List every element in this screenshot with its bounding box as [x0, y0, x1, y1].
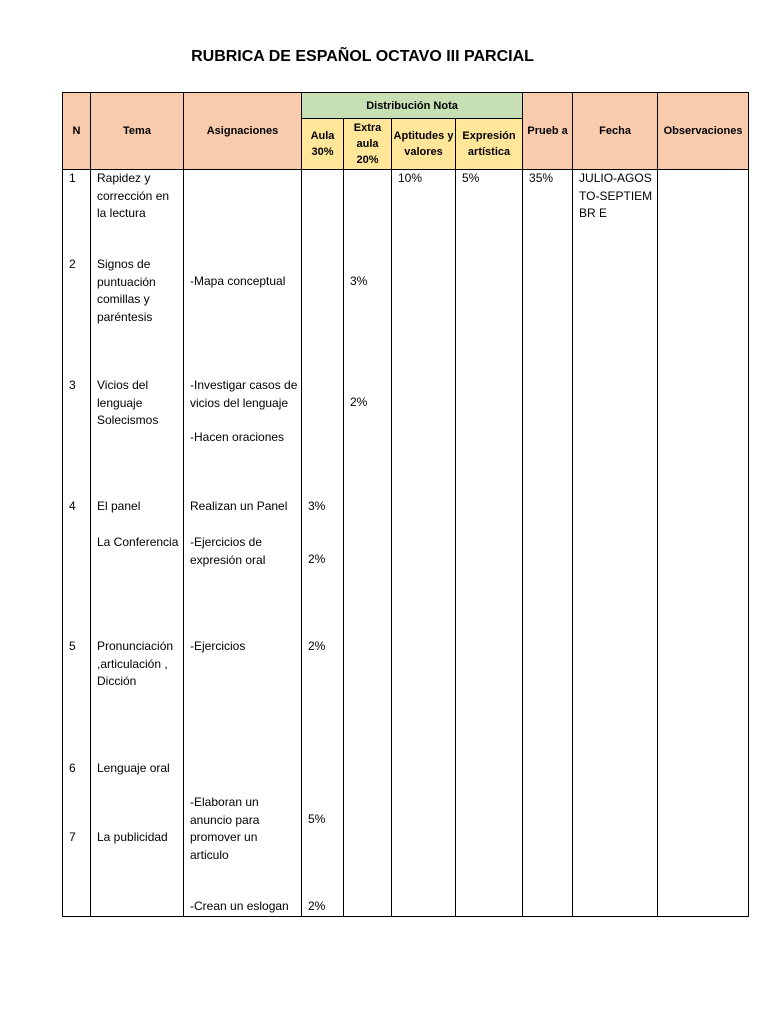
- row-number: 4: [69, 499, 76, 513]
- aptitudes-value: 10%: [398, 171, 423, 185]
- header-aptitudes: Aptitudes y valores: [392, 119, 456, 170]
- tema-text: La publicidad: [97, 830, 168, 844]
- tema-text: La Conferencia: [97, 535, 179, 549]
- row-number: 1: [69, 171, 76, 185]
- column-prueba: [523, 170, 573, 917]
- asignacion-text: -Crean un eslogan: [190, 899, 289, 913]
- extra-aula-value: 2%: [350, 395, 368, 409]
- header-n: N: [63, 93, 91, 170]
- column-extra-aula: [344, 170, 392, 917]
- tema-text: Vicios del lenguaje Solecismos: [97, 378, 159, 427]
- row-number: 2: [69, 257, 76, 271]
- row-number: 3: [69, 378, 76, 392]
- column-expresion: [456, 170, 523, 917]
- rubric-table: [62, 92, 749, 917]
- asignacion-text: -Ejercicios de expresión oral: [190, 535, 266, 567]
- column-observaciones: [658, 170, 749, 917]
- page-title: RUBRICA DE ESPAÑOL OCTAVO III PARCIAL: [191, 48, 534, 65]
- column-aptitudes: [392, 170, 456, 917]
- aula-value: 5%: [308, 812, 326, 826]
- tema-text: Pronunciación ,articulación , Dicción: [97, 639, 174, 688]
- header-asignaciones: Asignaciones: [184, 93, 302, 170]
- header-aula: Aula 30%: [302, 119, 344, 170]
- prueba-value: 35%: [529, 171, 554, 185]
- tema-text: El panel: [97, 499, 141, 513]
- asignacion-text: Realizan un Panel: [190, 499, 288, 513]
- aula-value: 2%: [308, 552, 326, 566]
- aula-value: 3%: [308, 499, 326, 513]
- header-distribucion-nota: Distribución Nota: [302, 93, 523, 119]
- row-number: 5: [69, 639, 76, 653]
- column-n: [63, 170, 91, 917]
- asignacion-text: -Ejercicios: [190, 639, 246, 653]
- asignacion-text: -Elaboran un anuncio para promover un articulo: [190, 795, 260, 862]
- header-fecha: Fecha: [573, 93, 658, 170]
- column-asignaciones: [184, 170, 302, 917]
- row-number: 7: [69, 830, 76, 844]
- header-extra-aula: Extra aula 20%: [344, 119, 392, 170]
- fecha-value: JULIO-AGOSTO-SEPTIEMBR E: [579, 171, 653, 220]
- tema-text: Signos de puntuación comillas y paréntesis: [97, 257, 156, 324]
- column-fecha: [573, 170, 658, 917]
- row-number: 6: [69, 761, 76, 775]
- header-prueba: Prueb a: [523, 93, 573, 170]
- column-tema: [91, 170, 184, 917]
- header-expresion: Expresión artística: [456, 119, 523, 170]
- tema-text: Rapidez y corrección en la lectura: [97, 171, 170, 220]
- tema-text: Lenguaje oral: [97, 761, 170, 775]
- header-tema: Tema: [91, 93, 184, 170]
- expresion-value: 5%: [462, 171, 480, 185]
- aula-value: 2%: [308, 639, 326, 653]
- asignacion-text: -Hacen oraciones: [190, 430, 285, 444]
- extra-aula-value: 3%: [350, 274, 368, 288]
- asignacion-text: -Investigar casos de vicios del lenguaje: [190, 378, 298, 410]
- asignacion-text: -Mapa conceptual: [190, 274, 286, 288]
- column-aula: [302, 170, 344, 917]
- header-observaciones: Observaciones: [658, 93, 749, 170]
- aula-value: 2%: [308, 899, 326, 913]
